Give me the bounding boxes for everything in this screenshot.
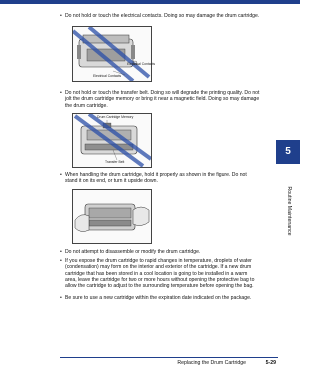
bullet-item: • Do not hold or touch the transfer belt. Doing so will degrade the printing quality. Do not jolt the drum cartridge memory or bring it near a magnetic field. Doing so may damage the drum cartridge. [60,90,260,109]
bullet-text: Do not hold or touch the transfer belt. Doing so will degrade the printing quality. Do not jolt the drum cartridge memory or bring it near a magnetic field. Doing so may damage the drum cartridge. [65,90,260,109]
label-transfer-belt: Transfer Belt [105,160,125,164]
figure-holding-cartridge [72,189,152,244]
label-drum-cartridge-memory: Drum Cartridge Memory [97,115,134,119]
figure-electrical-contacts [72,26,156,82]
bullet-item: • Be sure to use a new cartridge within the expiration date indicated on the package. [60,295,260,301]
hands-holding-cartridge-illustration [73,190,151,243]
bullet-text: Be sure to use a new cartridge within the expiration date indicated on the package. [65,295,252,301]
bullet-text: Do not attempt to disassemble or modify the drum cartridge. [65,249,201,255]
bullet-text: If you expose the drum cartridge to rapid changes in temperature, droplets of water (condensation) may form on the interior and exterior of the cartridge. If a new drum cartridge that has been stored in a cool location is going to be installed in a warm area, leave the cartridge for two or more hours without opening the protective bag to allow the cartridge to adjust to the surrounding temperature before opening the bag. [65,258,255,290]
drum-cartridge-illustration [73,27,151,81]
bullet-item: • Do not attempt to disassemble or modify the drum cartridge. [60,249,260,255]
footer-rule [60,357,278,358]
bullet-text: Do not hold or touch the electrical contacts. Doing so may damage the drum cartridge. [65,13,260,19]
figure-transfer-belt [72,113,152,168]
chapter-tab[interactable] [276,140,300,164]
chapter-title: Routine Maintenance [286,186,292,236]
header-rule [0,0,300,4]
label-electrical-contacts-side: Electrical Contacts [127,62,156,66]
bullet-item: • Do not hold or touch the electrical contacts. Doing so may damage the drum cartridge. [60,13,260,19]
bullet-text: When handling the drum cartridge, hold it properly as shown in the figure. Do not stand it on its end, or turn it upside down. [65,172,247,185]
chapter-number: 5 [285,146,291,157]
label-electrical-contacts-bottom: Electrical Contacts [93,74,122,78]
footer-section-title: Replacing the Drum Cartridge [177,360,246,366]
bullet-item: • When handling the drum cartridge, hold it properly as shown in the figure. Do not stand it on its end, or turn it upside down. [60,172,260,185]
footer-page-number: 5-29 [265,360,276,366]
chapter-title-vertical [280,170,298,252]
bullet-item: • If you expose the drum cartridge to rapid changes in temperature, droplets of water (condensation) may form on the interior and exterior of the cartridge. If a new drum cartridge that has been stored in a cool location is going to be installed in a warm area, leave the cartridge for two or more hours without opening the protective bag to allow the cartridge to adjust to the surrounding temperature before opening the bag. [60,258,260,289]
